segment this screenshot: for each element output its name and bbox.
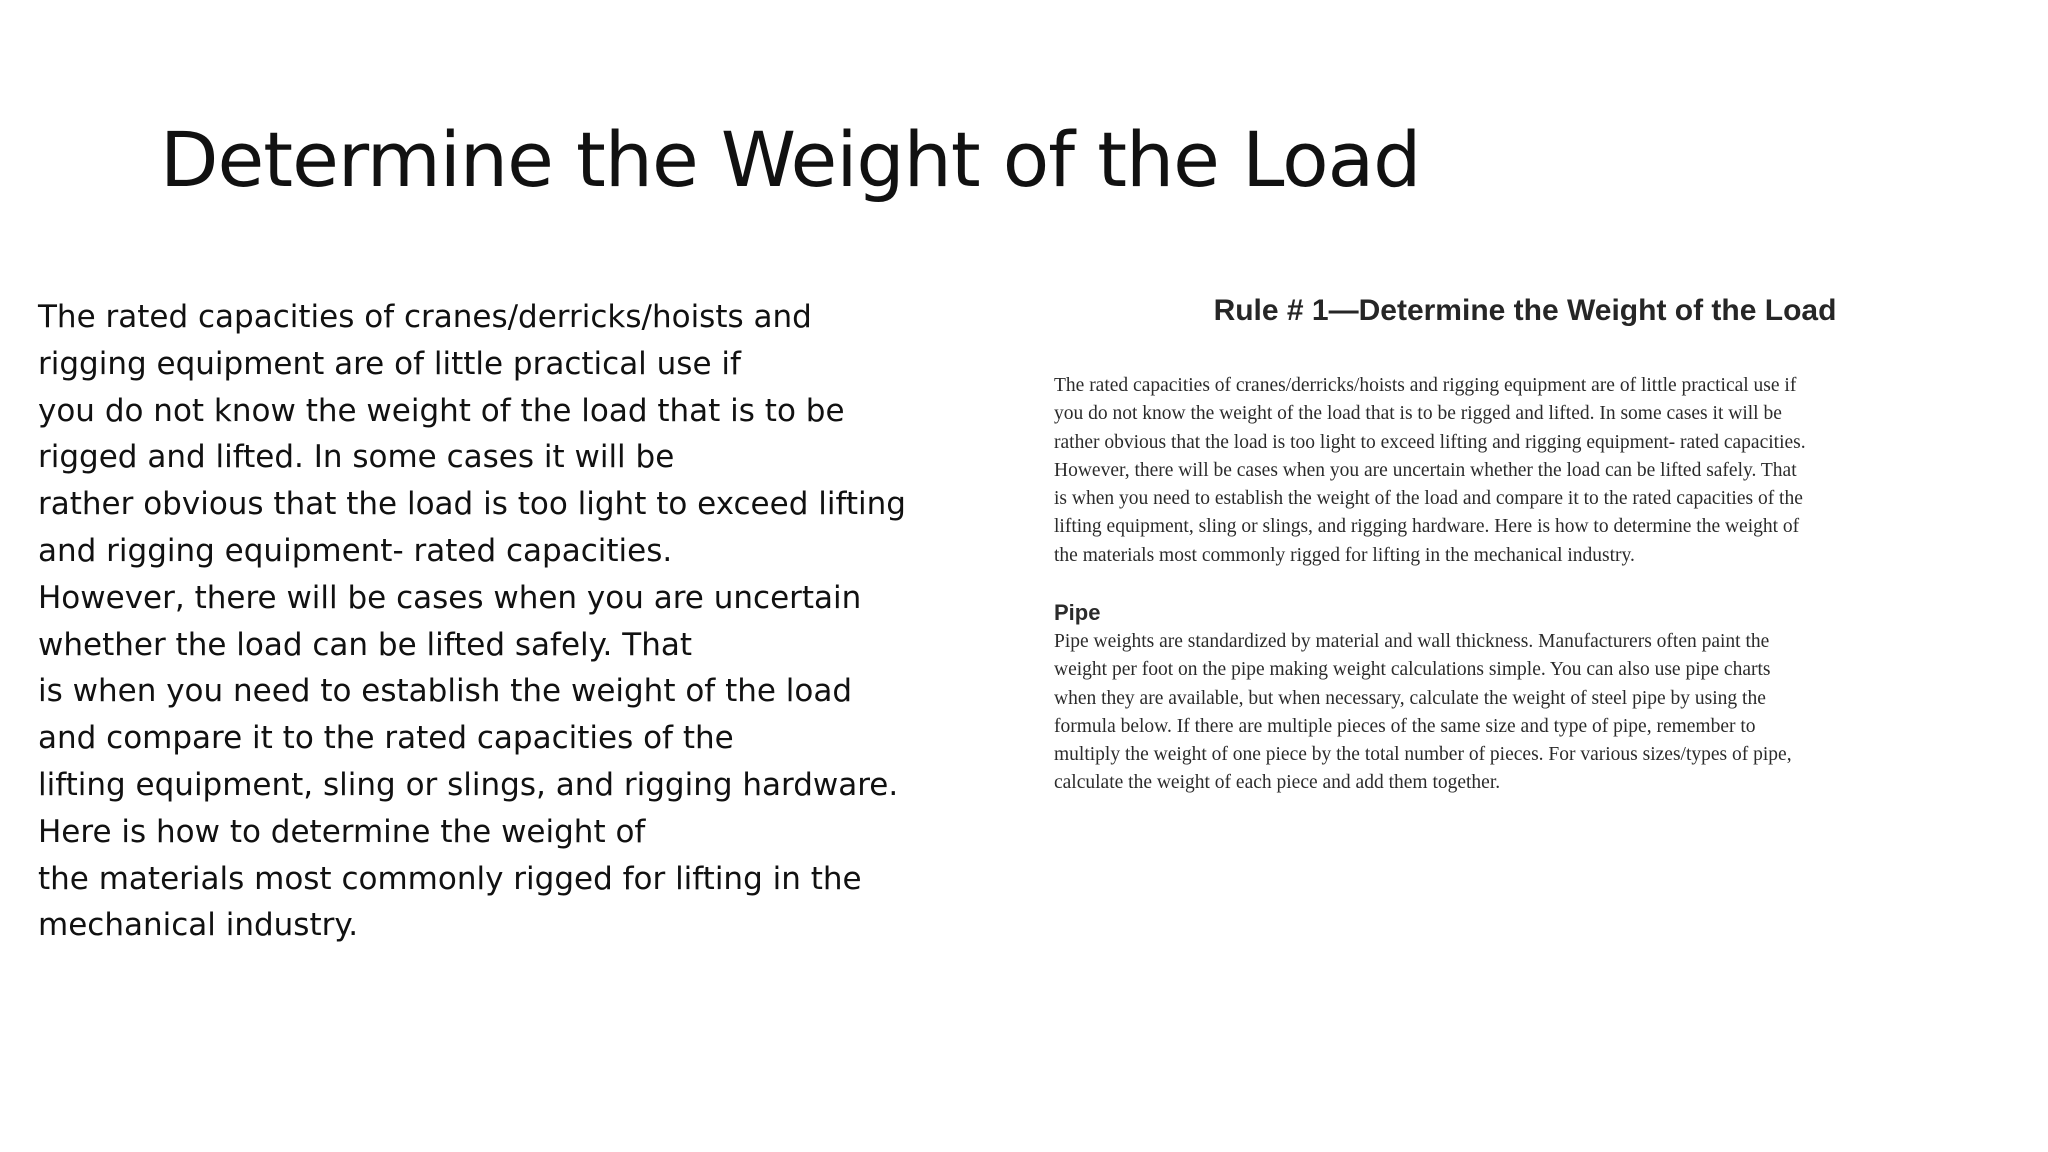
scan-pipe-line: multiply the weight of one piece by the total number of pieces. For various sizes/types of pipe, (1054, 744, 1792, 766)
body-text-line: rather obvious that the load is too light to exceed lifting (38, 486, 906, 523)
scan-pipe-heading: Pipe (1054, 600, 1101, 625)
scan-intro-line: rather obvious that the load is too light to exceed lifting and rigging equipment- rated capacities. (1054, 431, 1806, 453)
body-text-line: However, there will be cases when you are uncertain (38, 579, 862, 616)
body-text-line: Here is how to determine the weight of (38, 813, 646, 850)
scan-intro-line: the materials most commonly rigged for lifting in the mechanical industry. (1054, 544, 1635, 566)
scan-intro-line: However, there will be cases when you are uncertain whether the load can be lifted safely. That (1054, 459, 1797, 481)
scan-pipe-line: weight per foot on the pipe making weight calculations simple. You can also use pipe charts (1054, 659, 1771, 681)
scan-pipe-line: calculate the weight of each piece and add them together. (1054, 772, 1501, 794)
scan-intro-line: is when you need to establish the weight of the load and compare it to the rated capacities of the (1054, 488, 1803, 510)
scan-title: Rule # 1—Determine the Weight of the Load (1213, 294, 1837, 327)
body-text (38, 294, 978, 949)
scan-pipe-line: Pipe weights are standardized by material and wall thickness. Manufacturers often paint the (1054, 631, 1770, 652)
body-text-line: is when you need to establish the weight of the load (38, 673, 853, 710)
scan-intro-line: you do not know the weight of the load that is to be rigged and lifted. In some cases it will be (1054, 403, 1782, 425)
scan-pipe-paragraph (1054, 628, 2034, 798)
body-text-line: and rigging equipment- rated capacities. (38, 532, 673, 569)
body-text-line: you do not know the weight of the load that is to be (38, 392, 845, 429)
body-text-line: rigging equipment are of little practical use if (38, 345, 741, 382)
body-text-line: The rated capacities of cranes/derricks/hoists and (38, 299, 812, 335)
scan-intro-paragraph (1054, 372, 2034, 570)
scan-intro-line: lifting equipment, sling or slings, and rigging hardware. Here is how to determine the weight of (1054, 516, 1800, 538)
scan-pipe-line: formula below. If there are multiple pieces of the same size and type of pipe, remember to (1054, 715, 1756, 737)
scan-intro-line: The rated capacities of cranes/derricks/hoists and rigging equipment are of little practical use if (1054, 375, 1797, 396)
slide-title: Determine the Weight of the Load (160, 115, 1421, 204)
scanned-document-image (1040, 290, 2030, 810)
body-text-line: lifting equipment, sling or slings, and rigging hardware. (38, 766, 899, 803)
body-text-line: whether the load can be lifted safely. That (38, 626, 692, 663)
body-text-line: and compare it to the rated capacities of the (38, 720, 734, 757)
scan-pipe-line: when they are available, but when necessary, calculate the weight of steel pipe by using the (1054, 687, 1766, 709)
body-text-line: mechanical industry. (38, 907, 359, 944)
body-text-line: the materials most commonly rigged for lifting in the (38, 860, 862, 897)
body-text-line: rigged and lifted. In some cases it will be (38, 439, 675, 476)
